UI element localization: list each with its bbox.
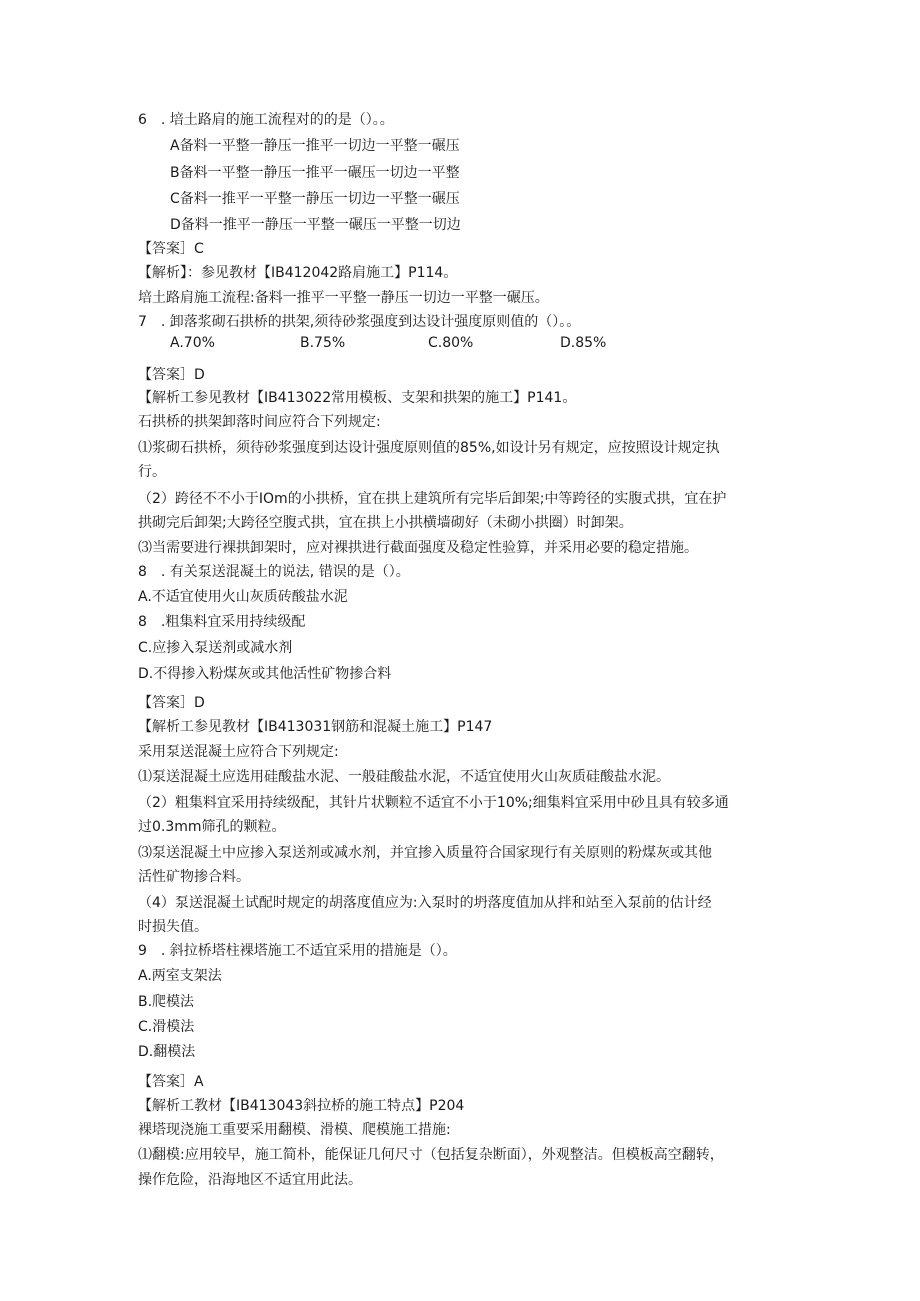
question-7-option-d: D.85% (560, 335, 607, 351)
question-7-options (170, 335, 730, 355)
question-7-explanation-line: 拱砌完后卸架;大跨径空腹式拱，宜在拱上小拱横墙砌好（未砌小拱圈）时卸架。 (138, 515, 633, 531)
question-8-explanation-line: 采用泵送混凝土应符合下列规定: (138, 744, 339, 760)
question-8-stem: 8 . 有关泵送混凝土的说法, 错误的是（）。 (138, 564, 410, 580)
question-7-analysis: 【解析工参见教材【IB413022常用模板、支架和拱架的施工】P141。 (138, 390, 577, 406)
question-6-explanation-line: 培土路肩施工流程:备料一推平一平整一静压一切边一平整一碾压。 (138, 290, 549, 306)
question-6-analysis: 【解析】：参见教材【IB412042路肩施工】P114。 (138, 265, 458, 281)
question-6-option-c: C备料一推平一平整一静压一切边一平整一碾压 (170, 191, 460, 207)
question-6-stem: 6 . 培土路肩的施工流程对的的是（）。。 (138, 112, 394, 128)
question-6-option-a: A备料一平整一静压一推平一切边一平整一碾压 (170, 138, 460, 154)
question-7-explanation-line: 行。 (138, 464, 166, 480)
question-9-explanation-line: 操作危险，沿海地区不适宜用此法。 (138, 1172, 362, 1188)
question-8-explanation-line: （2）粗集料宜采用持续级配，其针片状颗粒不适宜不小于10%;细集料宜采用中砂且具有较多通 (138, 795, 729, 811)
question-8-option-c: C.应掺入泵送剂或减水剂 (138, 640, 293, 656)
question-7-stem: 7 . 卸落浆砌石拱桥的拱架,须待砂浆强度到达设计强度原则值的（）。。 (138, 314, 581, 330)
question-7-option-c: C.80% (428, 335, 474, 351)
question-6-option-d: D备料一推平一静压一平整一碾压一平整一切边 (170, 217, 461, 233)
question-7-explanation-line: （2）跨径不不小于IOm的小拱桥，宜在拱上建筑所有完毕后卸架;中等跨径的实腹式拱，宜在护 (138, 491, 727, 507)
question-7-answer: 【答案］D (138, 367, 205, 383)
question-9-option-d: D.翻模法 (138, 1044, 196, 1060)
question-8-explanation-line: 过0.3mm筛孔的颗粒。 (138, 819, 286, 835)
question-7-option-a: A.70% (170, 335, 215, 351)
question-8-option-b: 8 .粗集料宜采用持续级配 (138, 614, 306, 630)
question-7-option-b: B.75% (300, 335, 346, 351)
question-9-explanation-line: 裸塔现浇施工重要采用翻模、滑模、爬模施工措施: (138, 1122, 451, 1138)
question-6-answer: 【答案］C (138, 241, 204, 257)
question-8-explanation-line: 时损失值。 (138, 919, 208, 935)
question-9-explanation-line: ⑴翻模:应用较早，施工简朴，能保证几何尺寸（包括复杂断面），外观整洁。但模板高空翻转， (138, 1147, 724, 1163)
question-9-stem: 9 . 斜拉桥塔柱裸塔施工不适宜采用的措施是（）。 (138, 943, 457, 959)
question-8-explanation-line: （4）泵送混凝土试配时规定的胡落度值应为:入泵时的坍落度值加从拌和站至入泵前的估计经 (138, 895, 712, 911)
question-9-analysis: 【解析工教材【IB413043斜拉桥的施工特点】P204 (138, 1098, 465, 1114)
question-9-option-a: A.两室支架法 (138, 968, 222, 984)
question-8-explanation-line: 活性矿物掺合料。 (138, 869, 250, 885)
question-8-explanation-line: ⑴泵送混凝土应选用硅酸盐水泥、一般硅酸盐水泥，不适宜使用火山灰质硅酸盐水泥。 (138, 769, 670, 785)
question-8-answer: 【答案］D (138, 695, 205, 711)
question-8-analysis: 【解析工参见教材【IB413031钢筋和混凝土施工】P147 (138, 719, 493, 735)
question-9-option-c: C.滑模法 (138, 1019, 195, 1035)
question-9-option-b: B.爬模法 (138, 994, 195, 1010)
question-9-answer: 【答案］A (138, 1074, 204, 1090)
question-7-explanation-line: ⑶当需要进行裸拱卸架时，应对裸拱进行截面强度及稳定性验算，并采用必要的稳定措施。 (138, 540, 698, 556)
question-7-explanation-line: 石拱桥的拱架卸落时间应符合下列规定: (138, 414, 381, 430)
question-8-option-d: D.不得掺入粉煤灰或其他活性矿物掺合料 (138, 666, 392, 682)
question-7-explanation-line: ⑴浆砌石拱桥，须待砂浆强度到达设计强度原则值的85%,如设计另有规定，应按照设计规定执 (138, 440, 720, 456)
question-6-option-b: B备料一平整一静压一推平一碾压一切边一平整 (170, 165, 460, 181)
question-8-option-a: A.不适宜使用火山灰质砖酸盐水泥 (138, 589, 348, 605)
question-8-explanation-line: ⑶泵送混凝土中应掺入泵送剂或减水剂，并宜掺入质量符合国家现行有关原则的粉煤灰或其他 (138, 845, 712, 861)
